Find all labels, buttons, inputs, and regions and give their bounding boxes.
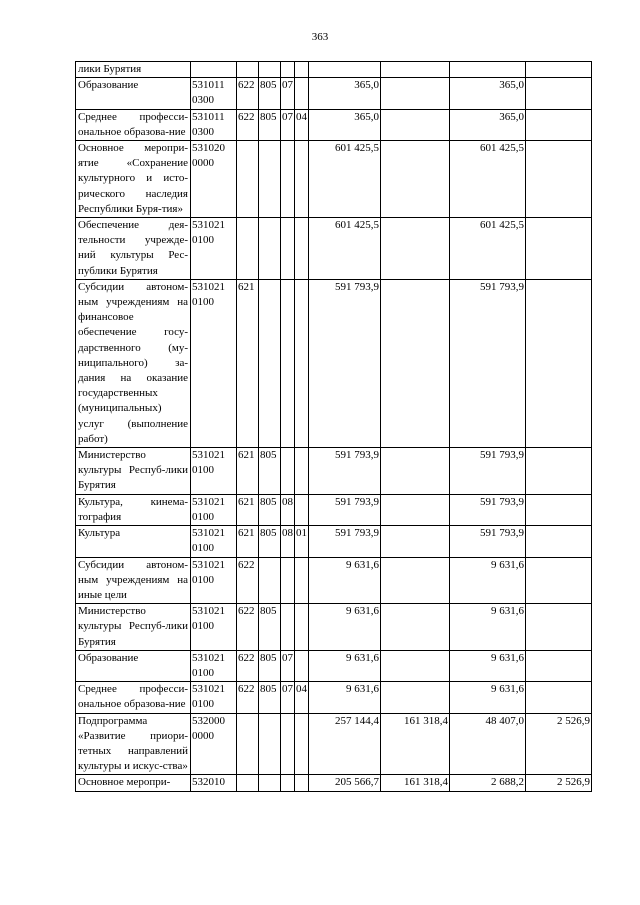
table-row xyxy=(76,62,592,78)
ministry-code xyxy=(259,279,281,447)
section-code: 08 xyxy=(281,526,295,557)
amount-total: 9 631,6 xyxy=(309,604,381,651)
amount-republic xyxy=(450,62,526,78)
target-article-code: 531021 0100 xyxy=(191,650,237,681)
expense-type-code xyxy=(237,218,259,280)
table-row xyxy=(76,526,592,557)
amount-total: 365,0 xyxy=(309,78,381,109)
expense-type-code: 621 xyxy=(237,448,259,495)
section-code: 07 xyxy=(281,109,295,140)
section-code xyxy=(281,62,295,78)
amount-local xyxy=(526,682,592,713)
row-name: Обеспечение дея-тельности учрежде-ний культуры Рес-публики Бурятия xyxy=(76,218,191,280)
amount-local xyxy=(526,218,592,280)
amount-federal xyxy=(381,78,450,109)
amount-federal xyxy=(381,494,450,525)
ministry-code xyxy=(259,218,281,280)
amount-federal xyxy=(381,526,450,557)
table-row xyxy=(76,141,592,218)
amount-republic: 591 793,9 xyxy=(450,279,526,447)
expense-type-code: 622 xyxy=(237,604,259,651)
amount-total: 601 425,5 xyxy=(309,218,381,280)
subsection-code xyxy=(295,713,309,775)
table-row xyxy=(76,218,592,280)
row-name: Среднее професси-ональное образова-ние xyxy=(76,109,191,140)
section-code xyxy=(281,557,295,604)
amount-total: 591 793,9 xyxy=(309,279,381,447)
section-code: 07 xyxy=(281,78,295,109)
ministry-code: 805 xyxy=(259,526,281,557)
subsection-code xyxy=(295,494,309,525)
expense-type-code: 622 xyxy=(237,650,259,681)
section-code xyxy=(281,218,295,280)
target-article-code xyxy=(191,62,237,78)
table-row xyxy=(76,604,592,651)
ministry-code xyxy=(259,557,281,604)
expense-type-code xyxy=(237,775,259,791)
budget-table-body xyxy=(76,62,592,792)
row-name: Культура xyxy=(76,526,191,557)
amount-federal: 161 318,4 xyxy=(381,713,450,775)
subsection-code xyxy=(295,141,309,218)
amount-federal: 161 318,4 xyxy=(381,775,450,791)
subsection-code xyxy=(295,557,309,604)
target-article-code: 531021 0100 xyxy=(191,218,237,280)
row-name: Среднее професси-ональное образова-ние xyxy=(76,682,191,713)
target-article-code: 531021 0100 xyxy=(191,526,237,557)
amount-republic: 591 793,9 xyxy=(450,494,526,525)
amount-federal xyxy=(381,557,450,604)
row-name: Министерство культуры Респуб-лики Бурятия xyxy=(76,604,191,651)
amount-republic: 365,0 xyxy=(450,78,526,109)
amount-republic: 9 631,6 xyxy=(450,650,526,681)
amount-local xyxy=(526,494,592,525)
amount-republic: 9 631,6 xyxy=(450,557,526,604)
target-article-code: 531021 0100 xyxy=(191,279,237,447)
budget-table xyxy=(75,61,592,792)
amount-total: 9 631,6 xyxy=(309,557,381,604)
amount-total: 257 144,4 xyxy=(309,713,381,775)
amount-republic: 601 425,5 xyxy=(450,141,526,218)
amount-republic: 9 631,6 xyxy=(450,682,526,713)
section-code xyxy=(281,604,295,651)
expense-type-code: 622 xyxy=(237,682,259,713)
target-article-code: 532000 0000 xyxy=(191,713,237,775)
subsection-code xyxy=(295,218,309,280)
row-name: Образование xyxy=(76,650,191,681)
amount-republic: 365,0 xyxy=(450,109,526,140)
ministry-code xyxy=(259,713,281,775)
target-article-code: 532010 xyxy=(191,775,237,791)
expense-type-code: 621 xyxy=(237,494,259,525)
ministry-code: 805 xyxy=(259,78,281,109)
subsection-code xyxy=(295,62,309,78)
table-row xyxy=(76,557,592,604)
amount-local xyxy=(526,279,592,447)
table-row xyxy=(76,650,592,681)
table-row xyxy=(76,682,592,713)
row-name: Подпрограмма «Развитие приори-тетных направлений культуры и искус-ства» xyxy=(76,713,191,775)
target-article-code: 531021 0100 xyxy=(191,494,237,525)
subsection-code xyxy=(295,775,309,791)
subsection-code xyxy=(295,604,309,651)
expense-type-code xyxy=(237,62,259,78)
ministry-code: 805 xyxy=(259,494,281,525)
amount-federal xyxy=(381,682,450,713)
row-name: лики Бурятия xyxy=(76,62,191,78)
section-code xyxy=(281,141,295,218)
amount-local xyxy=(526,448,592,495)
amount-local xyxy=(526,78,592,109)
ministry-code xyxy=(259,62,281,78)
amount-federal xyxy=(381,448,450,495)
ministry-code: 805 xyxy=(259,650,281,681)
amount-federal xyxy=(381,650,450,681)
amount-local xyxy=(526,526,592,557)
table-row xyxy=(76,78,592,109)
amount-federal xyxy=(381,141,450,218)
amount-republic: 601 425,5 xyxy=(450,218,526,280)
ministry-code: 805 xyxy=(259,604,281,651)
expense-type-code: 621 xyxy=(237,526,259,557)
amount-total xyxy=(309,62,381,78)
amount-republic: 591 793,9 xyxy=(450,448,526,495)
amount-local xyxy=(526,62,592,78)
amount-total: 9 631,6 xyxy=(309,650,381,681)
row-name: Субсидии автоном-ным учреждениям на иные цели xyxy=(76,557,191,604)
row-name: Министерство культуры Респуб-лики Бурятия xyxy=(76,448,191,495)
row-name: Основное меропри-ятие «Сохранение культурного и исто-рического наследия Республики Буря-тия» xyxy=(76,141,191,218)
amount-local xyxy=(526,109,592,140)
amount-total: 9 631,6 xyxy=(309,682,381,713)
subsection-code xyxy=(295,78,309,109)
amount-republic: 591 793,9 xyxy=(450,526,526,557)
subsection-code xyxy=(295,279,309,447)
target-article-code: 531021 0100 xyxy=(191,557,237,604)
expense-type-code: 621 xyxy=(237,279,259,447)
target-article-code: 531021 0100 xyxy=(191,448,237,495)
amount-federal xyxy=(381,604,450,651)
table-row xyxy=(76,775,592,791)
ministry-code xyxy=(259,141,281,218)
amount-local xyxy=(526,141,592,218)
amount-republic: 48 407,0 xyxy=(450,713,526,775)
amount-federal xyxy=(381,279,450,447)
amount-total: 591 793,9 xyxy=(309,448,381,495)
target-article-code: 531021 0100 xyxy=(191,604,237,651)
page-number: 363 xyxy=(311,31,329,43)
target-article-code: 531020 0000 xyxy=(191,141,237,218)
section-code xyxy=(281,279,295,447)
amount-total: 601 425,5 xyxy=(309,141,381,218)
amount-total: 365,0 xyxy=(309,109,381,140)
target-article-code: 531011 0300 xyxy=(191,109,237,140)
amount-total: 591 793,9 xyxy=(309,494,381,525)
table-row xyxy=(76,448,592,495)
amount-federal xyxy=(381,62,450,78)
expense-type-code xyxy=(237,141,259,218)
ministry-code: 805 xyxy=(259,109,281,140)
section-code: 08 xyxy=(281,494,295,525)
row-name: Субсидии автоном-ным учреждениям на финансовое обеспечение госу-дарственного (му-ниципального) за-дания на оказание государственных (муниципальных) услуг (выполнение работ) xyxy=(76,279,191,447)
row-name: Образование xyxy=(76,78,191,109)
section-code xyxy=(281,713,295,775)
section-code: 07 xyxy=(281,682,295,713)
expense-type-code: 622 xyxy=(237,78,259,109)
table-row xyxy=(76,494,592,525)
expense-type-code xyxy=(237,713,259,775)
target-article-code: 531021 0100 xyxy=(191,682,237,713)
subsection-code: 01 xyxy=(295,526,309,557)
table-row xyxy=(76,279,592,447)
subsection-code xyxy=(295,650,309,681)
amount-total: 205 566,7 xyxy=(309,775,381,791)
amount-federal xyxy=(381,109,450,140)
subsection-code xyxy=(295,448,309,495)
table-row xyxy=(76,109,592,140)
ministry-code xyxy=(259,775,281,791)
amount-local xyxy=(526,557,592,604)
subsection-code: 04 xyxy=(295,682,309,713)
section-code xyxy=(281,775,295,791)
amount-local: 2 526,9 xyxy=(526,775,592,791)
amount-local: 2 526,9 xyxy=(526,713,592,775)
section-code xyxy=(281,448,295,495)
subsection-code: 04 xyxy=(295,109,309,140)
section-code: 07 xyxy=(281,650,295,681)
amount-federal xyxy=(381,218,450,280)
ministry-code: 805 xyxy=(259,448,281,495)
amount-local xyxy=(526,650,592,681)
ministry-code: 805 xyxy=(259,682,281,713)
amount-total: 591 793,9 xyxy=(309,526,381,557)
expense-type-code: 622 xyxy=(237,557,259,604)
table-row xyxy=(76,713,592,775)
amount-local xyxy=(526,604,592,651)
expense-type-code: 622 xyxy=(237,109,259,140)
row-name: Культура, кинема-тография xyxy=(76,494,191,525)
row-name: Основное меропри- xyxy=(76,775,191,791)
amount-republic: 9 631,6 xyxy=(450,604,526,651)
amount-republic: 2 688,2 xyxy=(450,775,526,791)
target-article-code: 531011 0300 xyxy=(191,78,237,109)
